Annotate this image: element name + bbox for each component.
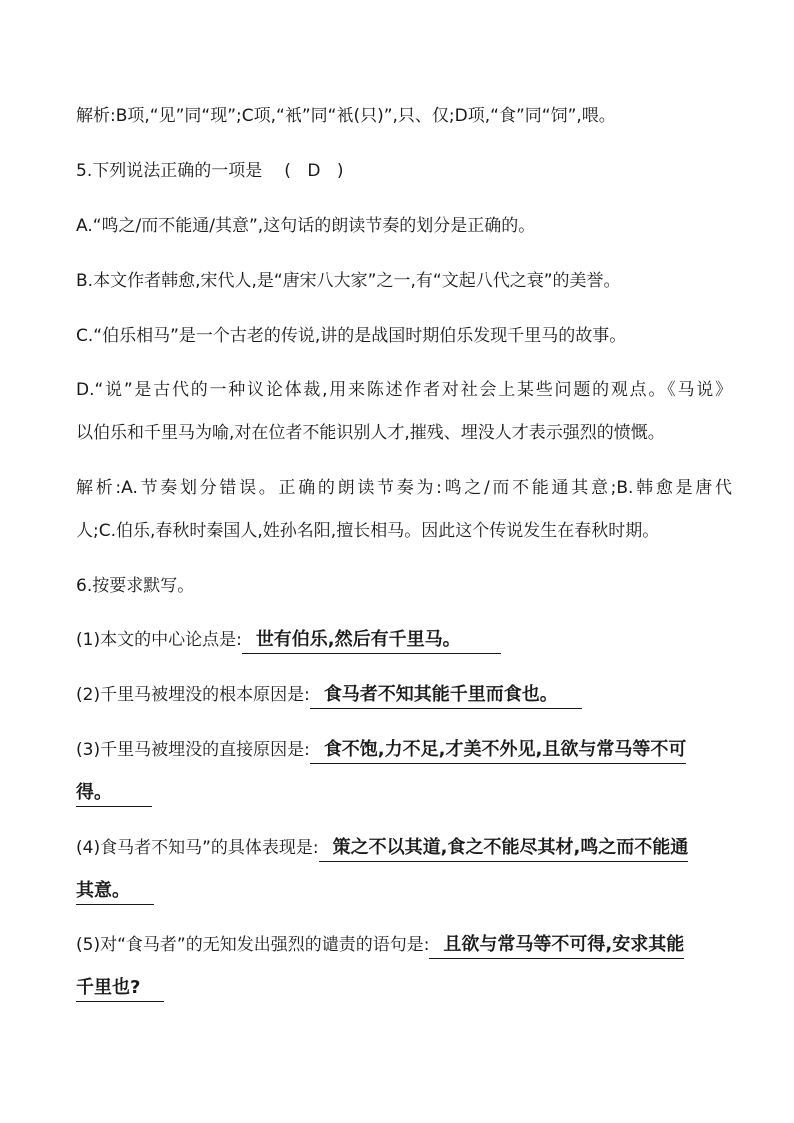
fill-answer-3-line-2 [76, 781, 152, 807]
fill-prompt-3: (3)千里马被埋没的直接原因是: [76, 740, 310, 760]
question-6-stem: 6.按要求默写。 [76, 576, 195, 596]
analysis-line-2: 人;C.伯乐,春秋时秦国人,姓孙名阳,擅长相马。因此这个传说发生在春秋时期。 [76, 521, 660, 541]
fill-item-2 [76, 683, 732, 709]
answer-paren-open: ( [284, 161, 291, 181]
fill-answer-text-4b: 其意。 [76, 880, 130, 901]
option-b: B.本文作者韩愈,宋代人,是“唐宋八大家”之一,有“文起八代之衰”的美誉。 [76, 271, 621, 291]
fill-answer-4-line-1 [319, 836, 689, 862]
answer-paren-close: ) [336, 161, 344, 181]
fill-answer-text-5b: 千里也? [76, 977, 141, 998]
fill-item-3 [76, 738, 732, 764]
fill-item-5-cont [76, 976, 732, 1002]
fill-answer-1 [242, 628, 501, 654]
fill-item-4 [76, 836, 732, 862]
fill-answer-3-line-1 [310, 738, 687, 764]
question-5-stem [76, 159, 732, 183]
fill-item-5 [76, 933, 732, 959]
fill-answer-text-1: 世有伯乐,然后有千里马。 [255, 629, 461, 650]
analysis-line-1: 解析:A.节奏划分错误。正确的朗读节奏为:鸣之/而不能通其意;B.韩愈是唐代 [76, 478, 732, 498]
fill-item-1 [76, 628, 732, 654]
fill-answer-text-5a: 且欲与常马等不可得,安求其能 [443, 934, 685, 955]
fill-prompt-4: (4)食马者不知马”的具体表现是: [76, 838, 319, 858]
fill-answer-5-line-2 [76, 976, 164, 1002]
question-5-text: 5.下列说法正确的一项是 [76, 161, 263, 181]
fill-prompt-2: (2)千里马被埋没的根本原因是: [76, 685, 310, 705]
option-d-line-1: D.“说”是古代的一种议论体裁,用来陈述作者对社会上某些问题的观点。《马说》 [76, 380, 732, 400]
question-5-answer: D [307, 161, 321, 181]
fill-answer-2 [310, 683, 582, 709]
fill-prompt-5: (5)对“食马者”的无知发出强烈的谴责的语句是: [76, 935, 430, 955]
option-a: A.“鸣之/而不能通/其意”,这句话的朗读节奏的划分是正确的。 [76, 216, 536, 236]
option-d-line-2: 以伯乐和千里马为喻,对在位者不能识别人才,摧残、埋没人才表示强烈的愤慨。 [76, 423, 665, 443]
fill-item-3-cont [76, 781, 732, 807]
fill-answer-text-4a: 策之不以其道,食之不能尽其材,鸣之而不能通 [332, 837, 689, 858]
fill-item-4-cont [76, 879, 732, 905]
fill-answer-5-line-1 [429, 933, 684, 959]
fill-answer-text-3a: 食不饱,力不足,才美不外见,且欲与常马等不可 [323, 739, 687, 760]
fill-answer-4-line-2 [76, 879, 154, 905]
fill-answer-text-2: 食马者不知其能千里而食也。 [323, 684, 558, 705]
fill-answer-text-3b: 得。 [76, 782, 112, 803]
fill-prompt-1: (1)本文的中心论点是: [76, 630, 242, 650]
previous-analysis: 解析:B项,“见”同“现”;C项,“衹”同“衹(只)”,只、仅;D项,“食”同“饲”,喂。 [76, 106, 616, 126]
option-c: C.“伯乐相马”是一个古老的传说,讲的是战国时期伯乐发现千里马的故事。 [76, 326, 627, 346]
